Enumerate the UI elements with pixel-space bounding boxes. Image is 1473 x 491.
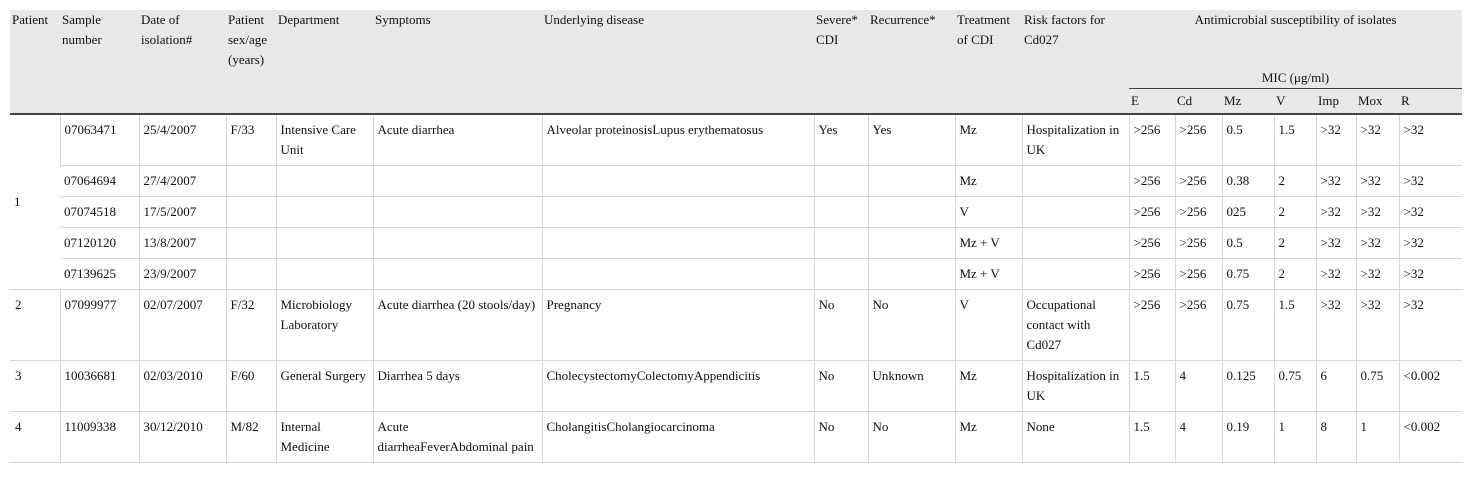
mic-cell: 0.38 [1222, 166, 1274, 197]
empty-cell [276, 166, 373, 197]
col-header-mic-cd: Cd [1175, 89, 1222, 115]
empty-cell [1022, 166, 1129, 197]
col-header-mic-e: E [1129, 89, 1175, 115]
mic-cell: >32 [1399, 290, 1462, 361]
severe-cell: No [814, 361, 868, 412]
mic-cell: >32 [1399, 197, 1462, 228]
mic-cell: >32 [1356, 228, 1399, 259]
empty-cell [542, 228, 814, 259]
mic-cell: 0.5 [1222, 114, 1274, 166]
mic-cell: 2 [1274, 166, 1316, 197]
mic-cell: >32 [1356, 166, 1399, 197]
mic-cell: >32 [1316, 290, 1356, 361]
risk-cell: Hospitalization in UK [1022, 361, 1129, 412]
empty-cell [276, 228, 373, 259]
patient-cell: 4 [10, 412, 60, 463]
recurrence-cell: Unknown [868, 361, 955, 412]
symptoms-cell: Acute diarrhea [373, 114, 542, 166]
mic-cell: >32 [1399, 114, 1462, 166]
mic-cell: 1.5 [1274, 290, 1316, 361]
date-cell: 25/4/2007 [139, 114, 226, 166]
empty-cell [868, 166, 955, 197]
treatment-cell: V [955, 197, 1022, 228]
date-cell: 02/07/2007 [139, 290, 226, 361]
mic-cell: 025 [1222, 197, 1274, 228]
mic-cell: >32 [1316, 197, 1356, 228]
mic-cell: 2 [1274, 197, 1316, 228]
empty-cell [1022, 259, 1129, 290]
mic-cell: >256 [1175, 114, 1222, 166]
date-cell: 23/9/2007 [139, 259, 226, 290]
treatment-cell: Mz [955, 361, 1022, 412]
empty-cell [542, 197, 814, 228]
department-cell: Microbiology Laboratory [276, 290, 373, 361]
underlying-cell: CholecystectomyColectomyAppendicitis [542, 361, 814, 412]
mic-cell: >32 [1316, 228, 1356, 259]
cdi-isolates-table [10, 10, 1462, 463]
mic-cell: >256 [1129, 114, 1175, 166]
empty-cell [1022, 228, 1129, 259]
mic-cell: 4 [1175, 361, 1222, 412]
col-header-treatment: Treatment of CDI [955, 10, 1022, 114]
sample-cell: 07139625 [60, 259, 139, 290]
empty-cell [226, 166, 276, 197]
col-header-severe: Severe* CDI [814, 10, 868, 114]
col-header-mic: MIC (μg/ml) [1129, 66, 1462, 89]
mic-cell: 1 [1356, 412, 1399, 463]
col-header-recurrence: Recurrence* [868, 10, 955, 114]
patient-cell: 2 [10, 290, 60, 361]
col-header-antimicrobial: Antimicrobial susceptibility of isolates [1129, 10, 1462, 66]
symptoms-cell: Acute diarrhea (20 stools/day) [373, 290, 542, 361]
treatment-cell: Mz [955, 114, 1022, 166]
empty-cell [814, 259, 868, 290]
symptoms-cell: Diarrhea 5 days [373, 361, 542, 412]
table-row [10, 412, 1462, 463]
department-cell: General Surgery [276, 361, 373, 412]
department-cell: Internal Medicine [276, 412, 373, 463]
patient-cell: 3 [10, 361, 60, 412]
mic-cell: >32 [1399, 228, 1462, 259]
risk-cell: Hospitalization in UK [1022, 114, 1129, 166]
col-header-sample: Sample number [60, 10, 139, 114]
mic-cell: >32 [1399, 166, 1462, 197]
empty-cell [814, 228, 868, 259]
table-row [10, 114, 1462, 166]
empty-cell [276, 197, 373, 228]
col-header-mic-v: V [1274, 89, 1316, 115]
mic-cell: 0.125 [1222, 361, 1274, 412]
mic-cell: 0.19 [1222, 412, 1274, 463]
risk-cell: Occupational contact with Cd027 [1022, 290, 1129, 361]
table-row [10, 290, 1462, 361]
symptoms-cell: Acute diarrheaFeverAbdominal pain [373, 412, 542, 463]
mic-cell: >32 [1399, 259, 1462, 290]
severe-cell: No [814, 412, 868, 463]
sex-age-cell: F/33 [226, 114, 276, 166]
table-row [10, 259, 1462, 290]
mic-cell: 6 [1316, 361, 1356, 412]
sex-age-cell: M/82 [226, 412, 276, 463]
mic-cell: <0.002 [1399, 361, 1462, 412]
empty-cell [814, 166, 868, 197]
mic-cell: >32 [1316, 114, 1356, 166]
mic-cell: >32 [1356, 114, 1399, 166]
col-header-mic-mz: Mz [1222, 89, 1274, 115]
mic-cell: 0.75 [1222, 290, 1274, 361]
empty-cell [226, 228, 276, 259]
sample-cell: 07064694 [60, 166, 139, 197]
col-header-risk: Risk factors for Cd027 [1022, 10, 1129, 114]
date-cell: 27/4/2007 [139, 166, 226, 197]
empty-cell [373, 259, 542, 290]
mic-cell: 2 [1274, 228, 1316, 259]
date-cell: 17/5/2007 [139, 197, 226, 228]
mic-cell: 1.5 [1274, 114, 1316, 166]
empty-cell [373, 228, 542, 259]
table-container [10, 10, 1462, 463]
table-row [10, 166, 1462, 197]
patient-cell: 1 [10, 114, 60, 290]
mic-cell: 8 [1316, 412, 1356, 463]
mic-cell: 1.5 [1129, 412, 1175, 463]
recurrence-cell: No [868, 290, 955, 361]
treatment-cell: V [955, 290, 1022, 361]
empty-cell [1022, 197, 1129, 228]
treatment-cell: Mz [955, 166, 1022, 197]
recurrence-cell: No [868, 412, 955, 463]
underlying-cell: CholangitisCholangiocarcinoma [542, 412, 814, 463]
table-row [10, 197, 1462, 228]
risk-cell: None [1022, 412, 1129, 463]
treatment-cell: Mz + V [955, 259, 1022, 290]
mic-cell: 1 [1274, 412, 1316, 463]
date-cell: 30/12/2010 [139, 412, 226, 463]
mic-cell: 0.75 [1356, 361, 1399, 412]
empty-cell [814, 197, 868, 228]
sample-cell: 11009338 [60, 412, 139, 463]
mic-cell: >32 [1356, 290, 1399, 361]
treatment-cell: Mz + V [955, 228, 1022, 259]
mic-cell: 0.75 [1274, 361, 1316, 412]
mic-cell: >32 [1356, 259, 1399, 290]
col-header-patient: Patient [10, 10, 60, 114]
empty-cell [226, 259, 276, 290]
sex-age-cell: F/32 [226, 290, 276, 361]
table-row [10, 361, 1462, 412]
sample-cell: 07063471 [60, 114, 139, 166]
mic-cell: >256 [1129, 197, 1175, 228]
severe-cell: Yes [814, 114, 868, 166]
mic-cell: >256 [1175, 228, 1222, 259]
col-header-sex-age: Patient sex/age (years) [226, 10, 276, 114]
mic-cell: 2 [1274, 259, 1316, 290]
col-header-department: Department [276, 10, 373, 114]
empty-cell [542, 166, 814, 197]
mic-cell: >32 [1356, 197, 1399, 228]
empty-cell [868, 228, 955, 259]
sample-cell: 07099977 [60, 290, 139, 361]
mic-cell: 1.5 [1129, 361, 1175, 412]
empty-cell [226, 197, 276, 228]
mic-cell: >256 [1175, 290, 1222, 361]
mic-cell: >256 [1175, 259, 1222, 290]
empty-cell [373, 166, 542, 197]
col-header-mic-r: R [1399, 89, 1462, 115]
col-header-mic-imp: Imp [1316, 89, 1356, 115]
sample-cell: 07120120 [60, 228, 139, 259]
sample-cell: 10036681 [60, 361, 139, 412]
empty-cell [276, 259, 373, 290]
mic-cell: >256 [1175, 166, 1222, 197]
date-cell: 13/8/2007 [139, 228, 226, 259]
mic-cell: >32 [1316, 166, 1356, 197]
col-header-date: Date of isolation# [139, 10, 226, 114]
mic-cell: 0.75 [1222, 259, 1274, 290]
severe-cell: No [814, 290, 868, 361]
mic-cell: >256 [1175, 197, 1222, 228]
underlying-cell: Pregnancy [542, 290, 814, 361]
sex-age-cell: F/60 [226, 361, 276, 412]
empty-cell [373, 197, 542, 228]
mic-cell: >32 [1316, 259, 1356, 290]
mic-cell: 0.5 [1222, 228, 1274, 259]
mic-cell: >256 [1129, 290, 1175, 361]
date-cell: 02/03/2010 [139, 361, 226, 412]
mic-cell: >256 [1129, 259, 1175, 290]
treatment-cell: Mz [955, 412, 1022, 463]
underlying-cell: Alveolar proteinosisLupus erythematosus [542, 114, 814, 166]
mic-cell: <0.002 [1399, 412, 1462, 463]
empty-cell [868, 259, 955, 290]
empty-cell [542, 259, 814, 290]
sample-cell: 07074518 [60, 197, 139, 228]
mic-cell: >256 [1129, 228, 1175, 259]
col-header-mic-mox: Mox [1356, 89, 1399, 115]
empty-cell [868, 197, 955, 228]
recurrence-cell: Yes [868, 114, 955, 166]
mic-cell: 4 [1175, 412, 1222, 463]
table-row [10, 228, 1462, 259]
col-header-symptoms: Symptoms [373, 10, 542, 114]
col-header-underlying: Underlying disease [542, 10, 814, 114]
mic-cell: >256 [1129, 166, 1175, 197]
department-cell: Intensive Care Unit [276, 114, 373, 166]
